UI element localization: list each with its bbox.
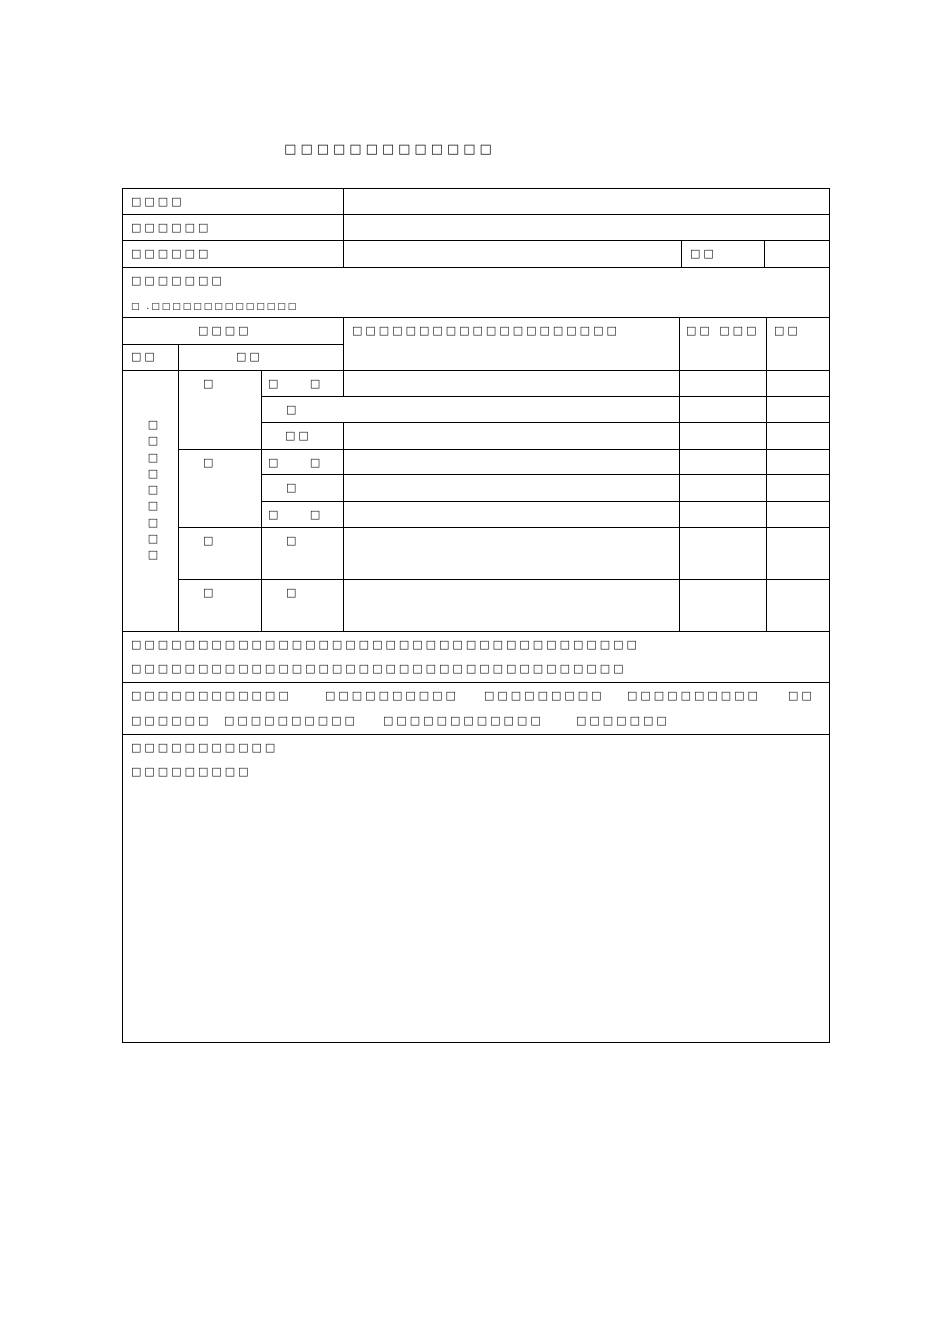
group-label-4: □ — [203, 586, 217, 599]
section3-a4: □□□□□□□□□□ — [627, 689, 761, 702]
header-col-desc: □□□□□□□□□□□□□□□□□□□□ — [352, 324, 620, 337]
rule — [122, 214, 830, 215]
rule — [261, 501, 830, 502]
rule — [122, 734, 830, 735]
header-sub-b: □□ — [236, 350, 263, 363]
item-label: □ □ — [268, 508, 324, 521]
rule — [178, 527, 830, 528]
row3-label: □□□□□□ — [131, 247, 212, 260]
section1-note: □ .□□□□□□□□□□□□□□ — [131, 302, 299, 312]
item-label: □□ — [285, 429, 312, 442]
section3-b1: □□□□□□ — [131, 714, 212, 727]
rule — [122, 240, 830, 241]
item-label: □ □ — [268, 377, 324, 390]
item-label: □ — [286, 534, 300, 547]
rule — [261, 396, 830, 397]
section4-line1: □□□□□□□□□□□ — [131, 741, 279, 754]
form-title: □□□□□□□□□□□□□ — [284, 142, 496, 157]
rule — [122, 344, 343, 345]
row3-extra-label: □□ — [690, 247, 717, 260]
header-col-note: □□ — [774, 324, 801, 337]
section2-line1: □□□□□□□□□□□□□□□□□□□□□□□□□□□□□□□□□□□□□□ — [131, 638, 640, 651]
rule — [122, 682, 830, 683]
item-label: □ — [286, 403, 300, 416]
rule — [178, 579, 830, 580]
rule — [261, 474, 830, 475]
rule — [178, 344, 179, 631]
section3-a2: □□□□□□□□□□ — [325, 689, 459, 702]
section3-b2: □□□□□□□□□□ — [224, 714, 358, 727]
rule — [766, 317, 767, 631]
group-label-2: □ — [203, 456, 217, 469]
section1-heading: □□□□□□□ — [131, 274, 225, 287]
header-col-score: □□ □□□ — [686, 324, 760, 337]
rule — [343, 188, 344, 267]
row1-label: □□□□ — [131, 195, 185, 208]
rule — [764, 240, 765, 267]
row2-label: □□□□□□ — [131, 221, 212, 234]
rule — [261, 422, 830, 423]
rule — [679, 317, 680, 631]
section3-a5: □□ — [788, 689, 815, 702]
section3-b3: □□□□□□□□□□□□ — [383, 714, 544, 727]
group-label-1: □ — [203, 377, 217, 390]
group-label-3: □ — [203, 534, 217, 547]
rule — [122, 317, 830, 318]
header-col-group: □□□□ — [198, 324, 252, 337]
rule — [261, 370, 262, 631]
rule — [122, 267, 830, 268]
item-label: □ — [286, 481, 300, 494]
section3-a3: □□□□□□□□□ — [484, 689, 605, 702]
rule — [343, 422, 344, 631]
rule — [343, 317, 344, 396]
rule — [122, 370, 830, 371]
rule — [122, 631, 830, 632]
vertical-category-label: □ □ □ □ □ □ □ □ □ — [147, 418, 159, 562]
item-label: □ — [286, 586, 300, 599]
section4-line2: □□□□□□□□□ — [131, 765, 252, 778]
section3-a1: □□□□□□□□□□□□ — [131, 689, 292, 702]
section3-b4: □□□□□□□ — [576, 714, 670, 727]
rule — [178, 449, 830, 450]
header-sub-a: □□ — [131, 350, 158, 363]
section2-line2: □□□□□□□□□□□□□□□□□□□□□□□□□□□□□□□□□□□□□ — [131, 662, 627, 675]
rule — [681, 240, 682, 267]
item-label: □ □ — [268, 456, 324, 469]
